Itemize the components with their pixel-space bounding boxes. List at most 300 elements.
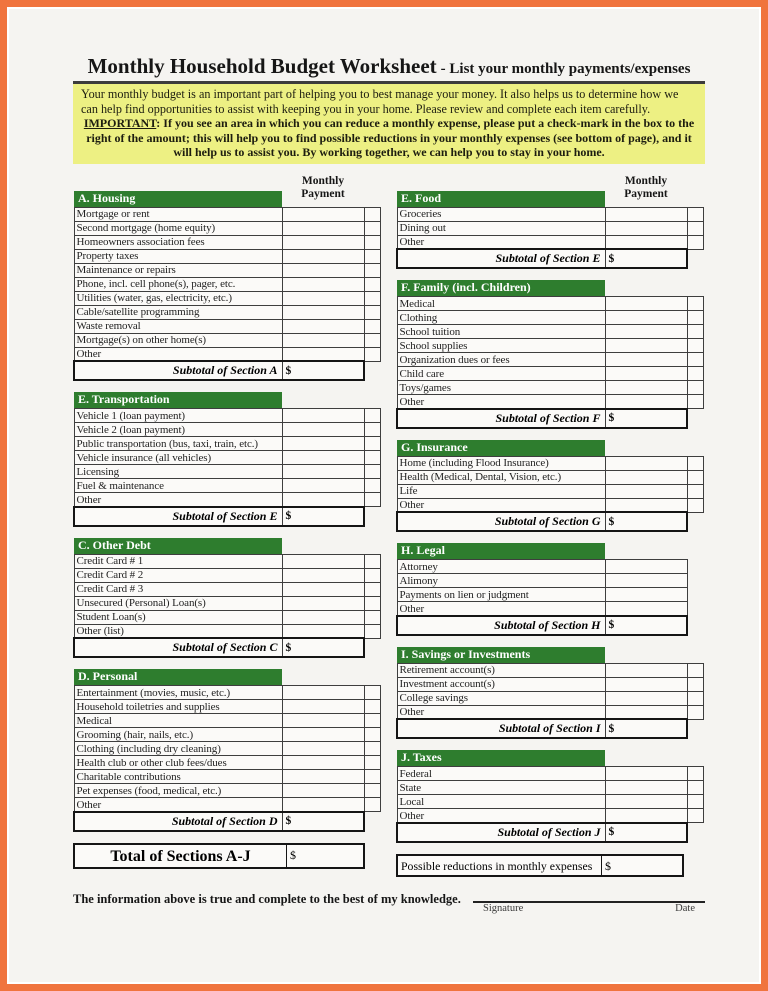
currency-sign: $ — [285, 815, 292, 828]
expense-label: Medical — [74, 714, 282, 728]
expense-row — [397, 498, 703, 512]
payment-input-cell[interactable] — [282, 714, 364, 728]
payment-label: Payment — [301, 187, 345, 200]
check-cell[interactable] — [364, 347, 380, 361]
payment-input-cell[interactable] — [282, 249, 364, 263]
check-cell[interactable] — [364, 249, 380, 263]
payment-input-cell[interactable] — [605, 588, 687, 602]
spacer — [364, 638, 380, 657]
subtotal-row — [397, 616, 703, 635]
payment-input-cell[interactable] — [605, 381, 687, 395]
check-cell[interactable] — [364, 728, 380, 742]
expense-row — [397, 484, 703, 498]
expense-row — [74, 784, 380, 798]
payment-input-cell[interactable] — [282, 700, 364, 714]
expense-row — [397, 663, 703, 677]
expense-row — [74, 770, 380, 784]
expense-label: Toys/games — [397, 381, 605, 395]
expense-label: Payments on lien or judgment — [397, 588, 605, 602]
subtotal-row — [397, 249, 703, 268]
expense-label: Homeowners association fees — [74, 235, 282, 249]
expense-row — [397, 456, 703, 470]
section-title: A. Housing — [74, 191, 282, 208]
expense-row — [74, 568, 380, 582]
section-title: F. Family (incl. Children) — [397, 280, 605, 297]
check-cell[interactable] — [364, 568, 380, 582]
worksheet-page — [9, 9, 759, 982]
payment-input-cell[interactable] — [282, 465, 364, 479]
expense-row — [74, 423, 380, 437]
payment-input-cell[interactable] — [605, 395, 687, 409]
check-cell[interactable] — [364, 554, 380, 568]
expense-row — [74, 235, 380, 249]
payment-input-cell[interactable] — [282, 582, 364, 596]
subtotal-row — [74, 361, 380, 380]
payment-input-cell[interactable] — [282, 610, 364, 624]
section-header-row — [397, 280, 703, 297]
payment-input-cell[interactable] — [282, 207, 364, 221]
check-cell[interactable] — [364, 409, 380, 423]
section-table — [73, 191, 381, 382]
possible-reductions-box — [396, 854, 684, 877]
payment-input-cell[interactable] — [605, 663, 687, 677]
section-header-row — [74, 392, 380, 409]
payment-input-cell[interactable] — [605, 781, 687, 795]
payment-input-cell[interactable] — [605, 691, 687, 705]
expense-label: Vehicle 2 (loan payment) — [74, 423, 282, 437]
expense-label: Alimony — [397, 574, 605, 588]
expense-row — [397, 781, 703, 795]
expense-row — [74, 742, 380, 756]
check-cell[interactable] — [687, 663, 703, 677]
payment-input-cell[interactable] — [282, 409, 364, 423]
expense-row — [397, 235, 703, 249]
expense-row — [397, 367, 703, 381]
section-title: H. Legal — [397, 543, 605, 560]
check-cell[interactable] — [687, 677, 703, 691]
currency-sign: $ — [608, 722, 615, 735]
expense-label: Mortgage(s) on other home(s) — [74, 333, 282, 347]
signature-labels — [473, 903, 705, 914]
section-title: I. Savings or Investments — [397, 647, 605, 664]
check-cell[interactable] — [364, 423, 380, 437]
payment-input-cell[interactable] — [605, 677, 687, 691]
expense-row — [74, 263, 380, 277]
payment-input-cell[interactable] — [605, 795, 687, 809]
expense-label: State — [397, 781, 605, 795]
check-cell[interactable] — [364, 235, 380, 249]
currency-sign: $ — [608, 252, 615, 265]
intro-paragraph: Your monthly budget is an important part of helping you to best manage your money. It also helps us to determine how we can help find opportunities to assist with keeping you in your home. Please review and complete each item carefully. — [81, 87, 679, 116]
check-cell[interactable] — [364, 479, 380, 493]
expense-label: Vehicle insurance (all vehicles) — [74, 451, 282, 465]
section-table — [73, 392, 381, 527]
check-cell[interactable] — [687, 795, 703, 809]
expense-row — [74, 207, 380, 221]
check-cell[interactable] — [364, 624, 380, 638]
expense-label: Medical — [397, 297, 605, 311]
payment-input-cell[interactable] — [605, 574, 687, 588]
currency-sign: $ — [290, 847, 296, 862]
section-title: G. Insurance — [397, 440, 605, 457]
payment-input-cell[interactable] — [282, 423, 364, 437]
expense-label: Waste removal — [74, 319, 282, 333]
expense-row — [74, 714, 380, 728]
expense-row — [397, 221, 703, 235]
check-cell[interactable] — [364, 493, 380, 507]
payment-input-cell[interactable] — [605, 235, 687, 249]
important-text: : If you see an area in which you can reduce a monthly expense, please put a check-mark in the box to the right of the amount; this will help you to find possible reductions in your monthly expenses (see bottom of page), and it will help us to assist you. By working together, we can help you to stay in your home. — [86, 116, 695, 160]
subtotal-value-cell[interactable] — [605, 409, 687, 428]
expense-row — [397, 691, 703, 705]
payment-input-cell[interactable] — [282, 277, 364, 291]
subtotal-value-cell[interactable] — [282, 507, 364, 526]
spacer — [687, 249, 703, 268]
title-main: Monthly Household Budget Worksheet — [87, 54, 437, 78]
check-cell[interactable] — [687, 207, 703, 221]
subtotal-value-cell[interactable] — [282, 812, 364, 831]
check-cell[interactable] — [687, 691, 703, 705]
expense-label: Life — [397, 484, 605, 498]
expense-row — [397, 395, 703, 409]
check-cell[interactable] — [687, 395, 703, 409]
section-table — [396, 191, 704, 270]
payment-input-cell[interactable] — [605, 297, 687, 311]
check-cell[interactable] — [687, 470, 703, 484]
check-cell[interactable] — [687, 353, 703, 367]
section-header-row — [397, 543, 703, 560]
spacer — [687, 574, 703, 588]
spacer — [605, 750, 703, 767]
expense-label: Mortgage or rent — [74, 207, 282, 221]
check-cell[interactable] — [364, 596, 380, 610]
check-cell[interactable] — [687, 781, 703, 795]
payment-input-cell[interactable] — [605, 809, 687, 823]
subtotal-row — [74, 638, 380, 657]
subtotal-value-cell[interactable] — [605, 616, 687, 635]
expense-label: Retirement account(s) — [397, 663, 605, 677]
expense-row — [397, 381, 703, 395]
expense-row — [74, 596, 380, 610]
payment-input-cell[interactable] — [282, 221, 364, 235]
expense-row — [397, 353, 703, 367]
check-cell[interactable] — [364, 207, 380, 221]
subtotal-label: Subtotal of Section J — [397, 823, 605, 842]
signature-label: Signature — [483, 902, 524, 914]
currency-sign: $ — [285, 364, 292, 377]
spacer — [687, 823, 703, 842]
spacer — [687, 616, 703, 635]
expense-label: Household toiletries and supplies — [74, 700, 282, 714]
expense-row — [397, 677, 703, 691]
subtotal-value-cell[interactable] — [605, 823, 687, 842]
currency-sign: $ — [285, 641, 292, 654]
expense-row — [74, 221, 380, 235]
payment-input-cell[interactable] — [282, 235, 364, 249]
check-cell[interactable] — [364, 305, 380, 319]
worksheet-columns — [73, 175, 705, 877]
payment-input-cell[interactable] — [605, 221, 687, 235]
payment-input-cell[interactable] — [605, 560, 687, 574]
section-title: E. Transportation — [74, 392, 282, 409]
subtotal-row — [397, 409, 703, 428]
check-cell[interactable] — [364, 714, 380, 728]
payment-input-cell[interactable] — [605, 367, 687, 381]
expense-label: Organization dues or fees — [397, 353, 605, 367]
spacer — [687, 588, 703, 602]
section-table — [396, 280, 704, 429]
expense-row — [74, 756, 380, 770]
payment-input-cell[interactable] — [605, 207, 687, 221]
expense-row — [397, 339, 703, 353]
section-table — [396, 440, 704, 533]
check-cell[interactable] — [687, 221, 703, 235]
payment-input-cell[interactable] — [282, 291, 364, 305]
check-cell[interactable] — [364, 770, 380, 784]
payment-input-cell[interactable] — [282, 437, 364, 451]
expense-label: Local — [397, 795, 605, 809]
payment-input-cell[interactable] — [282, 305, 364, 319]
expense-row — [74, 582, 380, 596]
check-cell[interactable] — [364, 291, 380, 305]
reductions-value-cell[interactable] — [602, 856, 682, 875]
payment-input-cell[interactable] — [605, 353, 687, 367]
expense-row — [74, 493, 380, 507]
check-cell[interactable] — [687, 297, 703, 311]
payment-input-cell[interactable] — [282, 686, 364, 700]
check-cell[interactable] — [687, 809, 703, 823]
payment-input-cell[interactable] — [605, 470, 687, 484]
expense-label: Maintenance or repairs — [74, 263, 282, 277]
expense-label: Cable/satellite programming — [74, 305, 282, 319]
subtotal-row — [397, 823, 703, 842]
expense-label: Other — [74, 493, 282, 507]
footer — [73, 890, 705, 914]
check-cell[interactable] — [687, 456, 703, 470]
right-column — [396, 175, 702, 877]
spacer — [605, 647, 703, 664]
expense-label: Other — [74, 347, 282, 361]
check-cell[interactable] — [364, 319, 380, 333]
check-cell[interactable] — [687, 235, 703, 249]
subtotal-value-cell[interactable] — [282, 361, 364, 380]
expense-row — [74, 798, 380, 812]
expense-row — [397, 207, 703, 221]
section-header-row — [397, 647, 703, 664]
spacer — [687, 602, 703, 616]
section-title: C. Other Debt — [74, 538, 282, 555]
grand-total-value-cell[interactable] — [287, 845, 363, 867]
expense-row — [397, 325, 703, 339]
payment-input-cell[interactable] — [605, 602, 687, 616]
spacer — [364, 812, 380, 831]
expense-row — [74, 624, 380, 638]
subtotal-label: Subtotal of Section E — [74, 507, 282, 526]
check-cell[interactable] — [364, 756, 380, 770]
page-title — [73, 54, 705, 79]
spacer — [687, 409, 703, 428]
check-cell[interactable] — [364, 437, 380, 451]
expense-row — [74, 451, 380, 465]
content — [73, 54, 705, 914]
check-cell[interactable] — [364, 686, 380, 700]
check-cell[interactable] — [364, 784, 380, 798]
check-cell[interactable] — [687, 311, 703, 325]
payment-input-cell[interactable] — [605, 705, 687, 719]
spacer — [282, 669, 380, 686]
important-label: IMPORTANT — [83, 116, 157, 131]
payment-input-cell[interactable] — [605, 325, 687, 339]
intro-highlight-box — [73, 84, 705, 164]
expense-label: Other — [397, 602, 605, 616]
check-cell[interactable] — [364, 700, 380, 714]
payment-input-cell[interactable] — [282, 568, 364, 582]
payment-input-cell[interactable] — [282, 333, 364, 347]
expense-row — [74, 305, 380, 319]
expense-row — [74, 277, 380, 291]
check-cell[interactable] — [364, 798, 380, 812]
expense-label: Credit Card # 2 — [74, 568, 282, 582]
subtotal-label: Subtotal of Section I — [397, 719, 605, 738]
expense-row — [397, 588, 703, 602]
expense-label: Student Loan(s) — [74, 610, 282, 624]
payment-input-cell[interactable] — [605, 484, 687, 498]
payment-input-cell[interactable] — [282, 770, 364, 784]
check-cell[interactable] — [364, 277, 380, 291]
signature-block — [473, 890, 705, 914]
section-header-row — [74, 538, 380, 555]
payment-input-cell[interactable] — [282, 756, 364, 770]
spacer — [687, 719, 703, 738]
section-title: J. Taxes — [397, 750, 605, 767]
currency-sign: $ — [608, 826, 615, 839]
expense-label: Fuel & maintenance — [74, 479, 282, 493]
payment-input-cell[interactable] — [605, 498, 687, 512]
expense-row — [397, 767, 703, 781]
expense-label: Licensing — [74, 465, 282, 479]
expense-row — [74, 686, 380, 700]
check-cell[interactable] — [364, 221, 380, 235]
check-cell[interactable] — [364, 333, 380, 347]
subtotal-value-cell[interactable] — [605, 249, 687, 268]
subtotal-label: Subtotal of Section H — [397, 616, 605, 635]
payment-input-cell[interactable] — [605, 339, 687, 353]
subtotal-value-cell[interactable] — [605, 512, 687, 531]
expense-row — [74, 465, 380, 479]
monthly-label: Monthly — [624, 174, 668, 187]
expense-row — [397, 705, 703, 719]
payment-input-cell[interactable] — [605, 767, 687, 781]
expense-label: Grooming (hair, nails, etc.) — [74, 728, 282, 742]
subtotal-label: Subtotal of Section C — [74, 638, 282, 657]
currency-sign: $ — [608, 619, 615, 632]
expense-label: College savings — [397, 691, 605, 705]
expense-label: Home (including Flood Insurance) — [397, 456, 605, 470]
expense-label: Groceries — [397, 207, 605, 221]
section-table — [396, 543, 703, 636]
expense-label: Property taxes — [74, 249, 282, 263]
payment-input-cell[interactable] — [282, 347, 364, 361]
expense-row — [74, 479, 380, 493]
check-cell[interactable] — [687, 325, 703, 339]
check-cell[interactable] — [687, 381, 703, 395]
section-title: D. Personal — [74, 669, 282, 686]
check-cell[interactable] — [364, 742, 380, 756]
expense-row — [397, 602, 703, 616]
payment-input-cell[interactable] — [282, 742, 364, 756]
currency-sign: $ — [285, 510, 292, 523]
expense-row — [397, 809, 703, 823]
payment-input-cell[interactable] — [282, 554, 364, 568]
check-cell[interactable] — [687, 705, 703, 719]
expense-label: Vehicle 1 (loan payment) — [74, 409, 282, 423]
currency-sign: $ — [605, 858, 611, 873]
payment-input-cell[interactable] — [605, 456, 687, 470]
subtotal-row — [397, 719, 703, 738]
payment-input-cell[interactable] — [282, 784, 364, 798]
spacer — [687, 512, 703, 531]
expense-row — [74, 728, 380, 742]
expense-label: Other — [397, 809, 605, 823]
payment-input-cell[interactable] — [282, 319, 364, 333]
expense-label: Second mortgage (home equity) — [74, 221, 282, 235]
spacer — [364, 361, 380, 380]
expense-row — [397, 470, 703, 484]
check-cell[interactable] — [364, 610, 380, 624]
payment-input-cell[interactable] — [282, 263, 364, 277]
payment-input-cell[interactable] — [282, 596, 364, 610]
monthly-label: Monthly — [301, 174, 345, 187]
expense-label: Phone, incl. cell phone(s), pager, etc. — [74, 277, 282, 291]
payment-input-cell[interactable] — [282, 479, 364, 493]
expense-row — [74, 437, 380, 451]
title-subtitle: - List your monthly payments/expenses — [440, 61, 691, 77]
check-cell[interactable] — [687, 367, 703, 381]
expense-label: Pet expenses (food, medical, etc.) — [74, 784, 282, 798]
subtotal-row — [397, 512, 703, 531]
spacer — [605, 440, 703, 457]
check-cell[interactable] — [364, 263, 380, 277]
expense-label: Credit Card # 1 — [74, 554, 282, 568]
check-cell[interactable] — [364, 582, 380, 596]
expense-row — [397, 311, 703, 325]
payment-input-cell[interactable] — [282, 451, 364, 465]
payment-label: Payment — [624, 187, 668, 200]
subtotal-value-cell[interactable] — [605, 719, 687, 738]
check-cell[interactable] — [687, 339, 703, 353]
payment-input-cell[interactable] — [282, 798, 364, 812]
check-cell[interactable] — [364, 451, 380, 465]
payment-input-cell[interactable] — [605, 311, 687, 325]
grand-total-label: Total of Sections A-J — [75, 845, 287, 867]
subtotal-label: Subtotal of Section A — [74, 361, 282, 380]
check-cell[interactable] — [687, 484, 703, 498]
check-cell[interactable] — [364, 465, 380, 479]
payment-input-cell[interactable] — [282, 493, 364, 507]
expense-label: Clothing (including dry cleaning) — [74, 742, 282, 756]
expense-row — [74, 554, 380, 568]
payment-input-cell[interactable] — [282, 624, 364, 638]
subtotal-value-cell[interactable] — [282, 638, 364, 657]
payment-input-cell[interactable] — [282, 728, 364, 742]
expense-label: Other (list) — [74, 624, 282, 638]
subtotal-row — [74, 812, 380, 831]
section-table — [396, 750, 704, 843]
check-cell[interactable] — [687, 498, 703, 512]
expense-label: Health club or other club fees/dues — [74, 756, 282, 770]
section-header-row — [397, 750, 703, 767]
check-cell[interactable] — [687, 767, 703, 781]
